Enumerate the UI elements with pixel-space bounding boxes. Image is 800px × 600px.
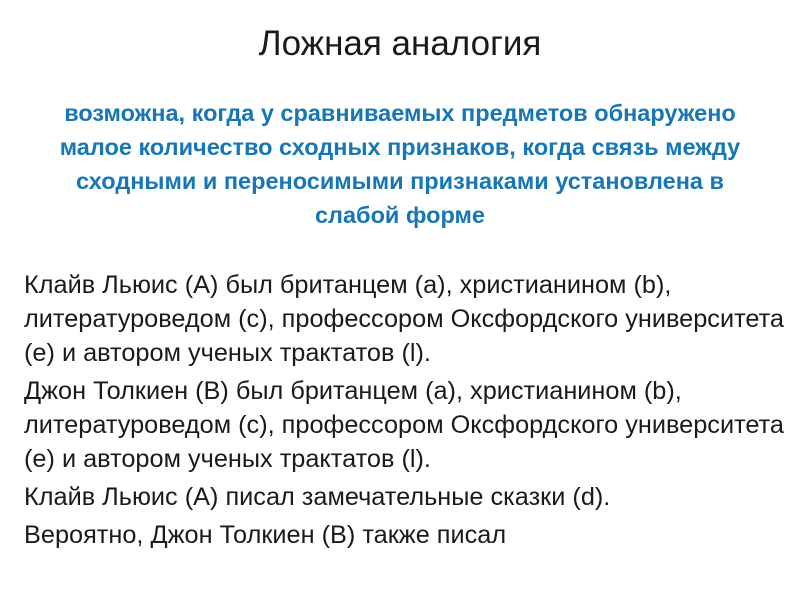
body-paragraph-4 bbox=[24, 518, 784, 552]
slide-title: Ложная аналогия bbox=[258, 24, 542, 63]
body-paragraph-2-text: Джон Толкиен (В) был британцем (а), христианином (b), литературоведом (с), профессором Оксфордского университета (е) и автором ученых трактатов (l). bbox=[24, 377, 792, 473]
body-paragraph-3-text: Клайв Льюис (А) писал замечательные сказки (d). bbox=[24, 483, 611, 511]
body-paragraph-1-text: Клайв Льюис (А) был британцем (а), христианином (b), литературоведом (с), профессором Оксфордского университета (е) и автором ученых трактатов (l). bbox=[24, 271, 792, 367]
body-paragraph-3 bbox=[24, 480, 784, 514]
slide-subtitle: возможна, когда у сравниваемых предметов обнаружено малое количество сходных признаков, когда связь между сходными и переносимыми признаками установлена в слабой форме bbox=[59, 100, 741, 228]
body-paragraph-2 bbox=[24, 374, 792, 476]
body-paragraph-1 bbox=[24, 268, 792, 370]
body-paragraph-4-text: Вероятно, Джон Толкиен (В) также писал bbox=[24, 521, 507, 549]
slide-body bbox=[24, 268, 792, 556]
